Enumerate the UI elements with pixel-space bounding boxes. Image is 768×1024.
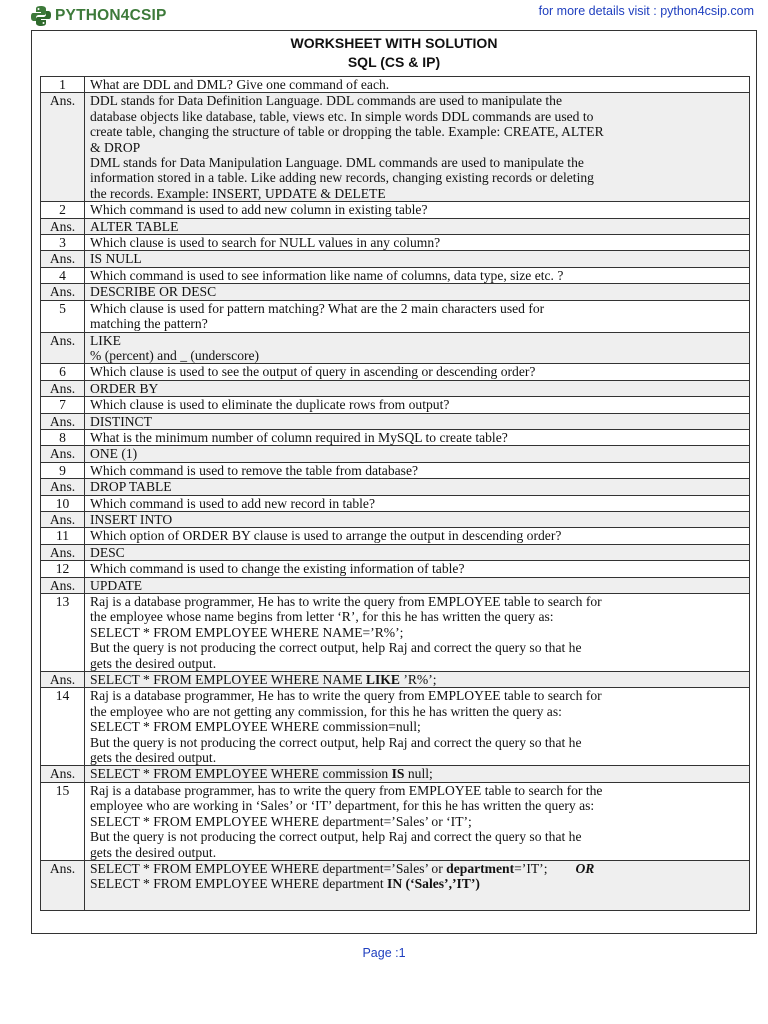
question-text <box>85 462 750 478</box>
answer-row <box>41 93 750 202</box>
question-row <box>41 594 750 672</box>
question-line: the employee who are not getting any commission, for this he has written the query as: <box>90 703 562 719</box>
answer-row <box>41 284 750 300</box>
answer-text-fragment: =’IT’; <box>514 860 548 876</box>
question-text <box>85 782 750 860</box>
answer-row <box>41 479 750 495</box>
answer-line: database objects like database, table, views etc. In simple words DDL commands are used to <box>90 108 594 124</box>
question-row <box>41 202 750 218</box>
answer-line: DESC <box>90 544 125 560</box>
answer-line <box>90 766 744 781</box>
answer-text-fragment: LIKE <box>365 672 400 688</box>
answer-line: ORDER BY <box>90 380 159 396</box>
answer-row <box>41 218 750 234</box>
question-number: 2 <box>41 202 85 218</box>
question-line: Which clause is used to eliminate the duplicate rows from output? <box>90 397 450 413</box>
logo-text: PYTHON4CSIP <box>55 7 167 24</box>
question-number: 12 <box>41 561 85 577</box>
question-line: Which clause is used for pattern matching? What are the 2 main characters used for <box>90 300 545 316</box>
answer-row <box>41 413 750 429</box>
question-number: 14 <box>41 688 85 766</box>
question-line: matching the pattern? <box>90 316 208 332</box>
question-line: SELECT * FROM EMPLOYEE WHERE department=’Sales’ or ‘IT’; <box>90 813 472 829</box>
question-line: But the query is not producing the correct output, help Raj and correct the query so that he <box>90 829 582 845</box>
answer-row <box>41 544 750 560</box>
question-row <box>41 300 750 332</box>
answer-text-fragment: department <box>446 860 515 876</box>
question-number: 10 <box>41 495 85 511</box>
answer-text-fragment: SELECT * FROM EMPLOYEE WHERE commission <box>90 766 392 782</box>
answer-text <box>85 511 750 527</box>
question-row <box>41 688 750 766</box>
question-number: 5 <box>41 300 85 332</box>
answer-text-fragment: IN (‘Sales’,’IT’) <box>387 876 480 892</box>
question-line: Raj is a database programmer, He has to write the query from EMPLOYEE table to search for <box>90 688 602 704</box>
question-line: the employee whose name begins from letter ‘R’, for this he has written the query as: <box>90 609 554 625</box>
answer-row <box>41 766 750 782</box>
answer-text-fragment: ’R%’; <box>399 672 437 688</box>
website-link[interactable]: for more details visit : python4csip.com <box>538 4 754 18</box>
question-text <box>85 561 750 577</box>
answer-label: Ans. <box>41 380 85 396</box>
answer-row <box>41 860 750 910</box>
answer-row <box>41 577 750 593</box>
question-line: Which command is used to remove the table from database? <box>90 462 419 478</box>
answer-text-fragment: OR <box>575 860 595 876</box>
question-row <box>41 528 750 544</box>
answer-line: DROP TABLE <box>90 479 172 495</box>
question-text <box>85 77 750 93</box>
answer-text <box>85 251 750 267</box>
answer-label: Ans. <box>41 766 85 782</box>
answer-line: DISTINCT <box>90 413 152 429</box>
answer-label: Ans. <box>41 218 85 234</box>
answer-line: ALTER TABLE <box>90 218 179 234</box>
answer-text <box>85 479 750 495</box>
question-line: Raj is a database programmer, has to write the query from EMPLOYEE table to search for the <box>90 782 603 798</box>
worksheet-frame <box>31 30 757 934</box>
question-line: Which clause is used to see the output of query in ascending or descending order? <box>90 364 536 380</box>
answer-row <box>41 672 750 688</box>
question-text <box>85 495 750 511</box>
brand-logo[interactable] <box>30 5 167 27</box>
answer-line: create table, changing the structure of table or dropping the table. Example: CREATE, ALTER <box>90 124 604 140</box>
answer-text <box>85 218 750 234</box>
answer-text-fragment: SELECT * FROM EMPLOYEE WHERE NAME <box>90 672 366 688</box>
question-line: But the query is not producing the correct output, help Raj and correct the query so that he <box>90 640 582 656</box>
question-text <box>85 397 750 413</box>
worksheet-title: WORKSHEET WITH SOLUTION <box>290 35 498 51</box>
question-row <box>41 462 750 478</box>
answer-label: Ans. <box>41 446 85 462</box>
answer-line: information stored in a table. Like adding new records, changing existing records or deleting <box>90 170 594 186</box>
answer-label: Ans. <box>41 93 85 202</box>
question-line: What are DDL and DML? Give one command of each. <box>90 77 390 92</box>
question-number: 6 <box>41 364 85 380</box>
answer-text <box>85 380 750 396</box>
question-line: gets the desired output. <box>90 750 217 766</box>
question-line: Which option of ORDER BY clause is used to arrange the output in descending order? <box>90 528 562 544</box>
question-number: 8 <box>41 429 85 445</box>
answer-line: % (percent) and _ (underscore) <box>90 347 260 363</box>
answer-line: UPDATE <box>90 577 143 593</box>
question-line: Which command is used to change the existing information of table? <box>90 561 465 577</box>
answer-label: Ans. <box>41 413 85 429</box>
answer-text <box>85 544 750 560</box>
answer-text <box>85 446 750 462</box>
question-line: Which command is used to see information like name of columns, data type, size etc. ? <box>90 267 564 283</box>
answer-line: & DROP <box>90 139 141 155</box>
answer-line: DDL stands for Data Definition Language. DDL commands are used to manipulate the <box>90 93 562 109</box>
question-line: Which clause is used to search for NULL values in any column? <box>90 235 441 251</box>
question-number: 3 <box>41 235 85 251</box>
question-row <box>41 235 750 251</box>
question-number: 9 <box>41 462 85 478</box>
answer-text-fragment: SELECT * FROM EMPLOYEE WHERE department <box>90 876 388 892</box>
question-text <box>85 267 750 283</box>
question-row <box>41 561 750 577</box>
question-row <box>41 77 750 93</box>
question-row <box>41 364 750 380</box>
answer-text-fragment: SELECT * FROM EMPLOYEE WHERE department=’Sales’ or <box>90 860 447 876</box>
answer-label: Ans. <box>41 332 85 364</box>
question-line: Raj is a database programmer, He has to write the query from EMPLOYEE table to search for <box>90 594 602 609</box>
answer-row <box>41 380 750 396</box>
question-line: Which command is used to add new column in existing table? <box>90 202 428 218</box>
answer-text <box>85 284 750 300</box>
answer-text-fragment: null; <box>404 766 433 782</box>
answer-line: ONE (1) <box>90 446 138 462</box>
answer-line: IS NULL <box>90 251 142 267</box>
answer-label: Ans. <box>41 511 85 527</box>
answer-label: Ans. <box>41 860 85 910</box>
answer-line: the records. Example: INSERT, UPDATE & DELETE <box>90 185 386 201</box>
question-text <box>85 594 750 672</box>
answer-text <box>85 766 750 782</box>
answer-text <box>85 413 750 429</box>
question-text <box>85 202 750 218</box>
question-line: But the query is not producing the correct output, help Raj and correct the query so that he <box>90 734 582 750</box>
question-line: gets the desired output. <box>90 844 217 860</box>
question-line: employee who are working in ‘Sales’ or ‘IT’ department, for this he has written the query as: <box>90 798 595 814</box>
python-logo-icon <box>30 5 52 27</box>
answer-label: Ans. <box>41 577 85 593</box>
question-line: SELECT * FROM EMPLOYEE WHERE NAME=’R%’; <box>90 624 404 640</box>
question-row <box>41 267 750 283</box>
answer-line <box>90 861 744 876</box>
question-row <box>41 495 750 511</box>
answer-label: Ans. <box>41 544 85 560</box>
answer-text-fragment: IS <box>391 766 405 782</box>
question-number: 7 <box>41 397 85 413</box>
question-row <box>41 397 750 413</box>
answer-line: INSERT INTO <box>90 511 173 527</box>
answer-label: Ans. <box>41 672 85 688</box>
question-line: SELECT * FROM EMPLOYEE WHERE commission=null; <box>90 719 421 735</box>
question-number: 11 <box>41 528 85 544</box>
question-number: 1 <box>41 77 85 93</box>
answer-text <box>85 332 750 364</box>
answer-line <box>90 672 744 687</box>
blank-space <box>90 892 744 910</box>
question-line: Which command is used to add new record in table? <box>90 495 375 511</box>
question-number: 4 <box>41 267 85 283</box>
answer-line <box>90 876 744 891</box>
question-line: What is the minimum number of column required in MySQL to create table? <box>90 429 508 445</box>
question-text <box>85 300 750 332</box>
question-text <box>85 688 750 766</box>
answer-row <box>41 251 750 267</box>
answer-row <box>41 511 750 527</box>
answer-line: DESCRIBE OR DESC <box>90 284 217 300</box>
answer-text <box>85 93 750 202</box>
question-text <box>85 235 750 251</box>
answer-row <box>41 332 750 364</box>
question-number: 13 <box>41 594 85 672</box>
answer-line: DML stands for Data Manipulation Language. DML commands are used to manipulate the <box>90 155 584 171</box>
answer-label: Ans. <box>41 284 85 300</box>
page-number: Page :1 <box>362 946 406 960</box>
question-text <box>85 364 750 380</box>
question-number: 15 <box>41 782 85 860</box>
answer-label: Ans. <box>41 251 85 267</box>
question-text <box>85 528 750 544</box>
question-line: gets the desired output. <box>90 655 217 671</box>
worksheet-subtitle: SQL (CS & IP) <box>347 54 441 70</box>
question-text <box>85 429 750 445</box>
qa-table <box>40 76 750 911</box>
answer-row <box>41 446 750 462</box>
answer-label: Ans. <box>41 479 85 495</box>
answer-text <box>85 672 750 688</box>
answer-text <box>85 577 750 593</box>
question-row <box>41 782 750 860</box>
question-row <box>41 429 750 445</box>
answer-text <box>85 860 750 910</box>
answer-line: LIKE <box>90 332 121 348</box>
